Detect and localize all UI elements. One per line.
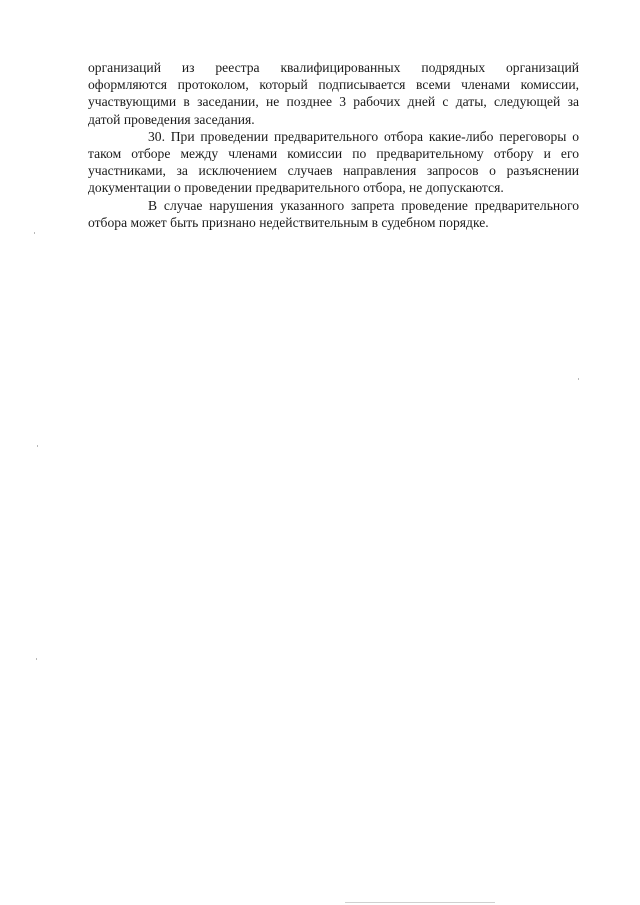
text-line: отбора может быть признано недействительным в судебном порядке. — [88, 214, 489, 230]
paragraph-30-negotiations — [88, 128, 579, 197]
text-line: датой проведения заседания. — [88, 111, 255, 127]
text-line: таком отборе между членами комиссии по предварительному отбору и его — [88, 146, 579, 162]
paragraph-protocol — [88, 59, 579, 128]
scan-speck — [578, 378, 579, 380]
text-line: В случае нарушения указанного запрета проведение предварительного — [148, 197, 579, 213]
scan-speck — [36, 658, 37, 660]
text-line: организаций из реестра квалифицированных подрядных организаций — [88, 60, 579, 75]
text-line: участниками, за исключением случаев направления запросов о разъяснении — [88, 163, 579, 179]
document-body — [88, 59, 579, 231]
scan-edge-artifact — [345, 902, 495, 903]
text-line: участвующими в заседании, не позднее 3 рабочих дней с даты, следующей за — [88, 94, 579, 110]
paragraph-violation — [88, 197, 579, 231]
text-line: оформляются протоколом, который подписывается всеми членами комиссии, — [88, 77, 579, 93]
text-line: 30. При проведении предварительного отбора какие-либо переговоры о — [148, 128, 579, 144]
scan-speck — [37, 445, 38, 447]
text-line: документации о проведении предварительного отбора, не допускаются. — [88, 180, 504, 196]
scan-speck — [34, 232, 35, 234]
